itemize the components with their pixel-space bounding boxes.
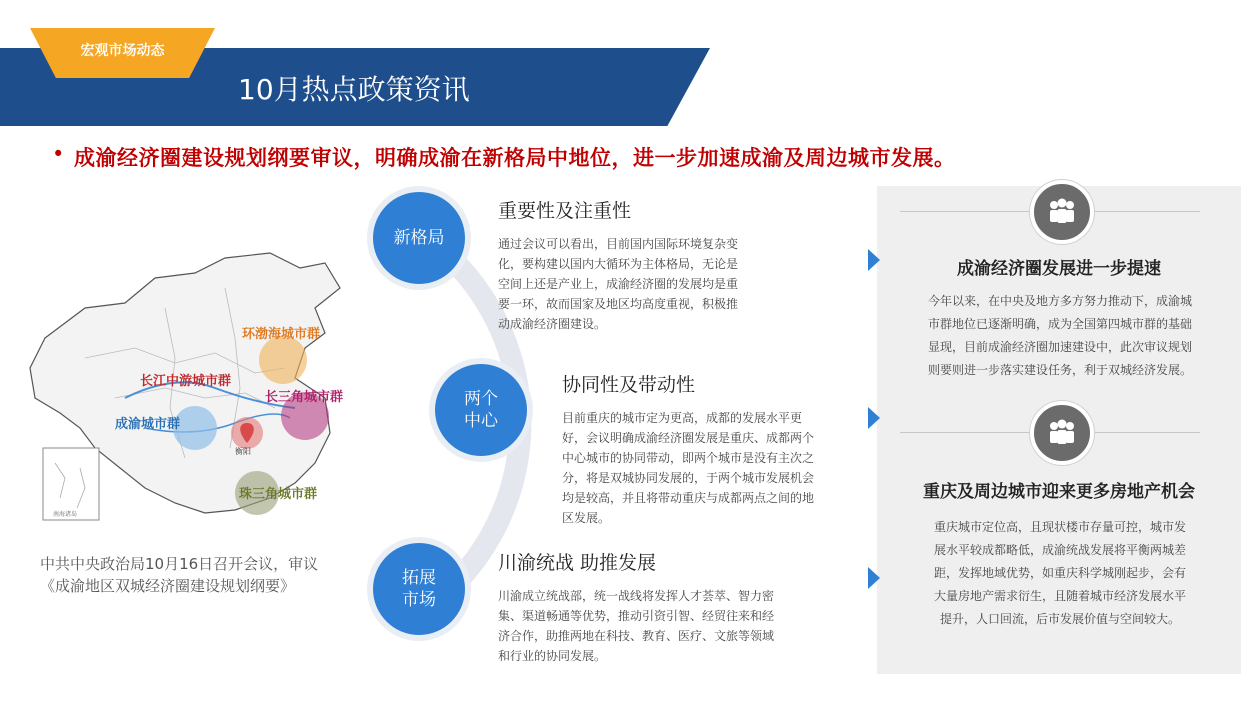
label-yangtze-delta: 长三角城市群 <box>265 390 344 405</box>
right-title-opportunity: 重庆及周边城市迎来更多房地产机会 <box>923 482 1195 502</box>
inset-box <box>43 448 99 520</box>
inset-label: 南海诸岛 <box>53 511 78 518</box>
circle-expand-market: 拓展 市场 <box>373 543 465 635</box>
circle-two-centers: 两个 中心 <box>435 364 527 456</box>
circle-new-pattern: 新格局 <box>373 192 465 284</box>
people-icon <box>1030 180 1094 244</box>
pin-label: 衡阳 <box>235 447 251 456</box>
label-bohai: 环渤海城市群 <box>242 327 321 342</box>
page-title: 10月热点政策资讯 <box>238 73 470 106</box>
people-icon <box>1030 401 1094 465</box>
right-title-speedup: 成渝经济圈发展进一步提速 <box>957 259 1161 279</box>
map-caption <box>40 553 380 597</box>
right-body-opportunity: 重庆城市定位高，且现状楼市存量可控，城市发展水平较成都略低，成渝统战发展将平衡两城差距，发挥地域优势，如重庆科学城刚起步，会有大量房地产需求衍生，且随着城市经济发展水平提升，人口回流，后市发展价值与空间较大。 <box>933 520 1186 626</box>
caption-line-1: 中共中央政治局10月16日召开会议，审议 <box>40 555 319 573</box>
headline: 成渝经济圈建设规划纲要审议，明确成渝在新格局中地位，进一步加速成渝及周边城市发展。 <box>74 146 956 170</box>
section-title-importance: 重要性及注重性 <box>498 200 632 222</box>
section-body-importance: 通过会议可以看出，目前国内国际环境复杂变化，要构建以国内大循环为主体格局，无论是空间上还是产业上，成渝经济圈的发展均是重要一环，故而国家及地区均高度重视，积极推动成渝经济圈建设。 <box>498 237 739 331</box>
bullet-icon: • <box>52 142 65 166</box>
china-map <box>25 248 355 526</box>
arrow-right-icon <box>868 567 880 589</box>
section-tag-label: 宏观市场动态 <box>80 43 165 59</box>
section-body-united-front: 川渝成立统战部，统一战线将发挥人才荟萃、智力密集、渠道畅通等优势，推动引资引智、经贸往来和经济合作，助推两地在科技、教育、医疗、文旅等领域和行业的协同发展。 <box>498 589 775 663</box>
section-body-synergy: 目前重庆的城市定为更高，成都的发展水平更好，会议明确成渝经济圈发展是重庆、成都两个中心城市的协同带动，即两个城市是没有主次之分，将是双城协同发展的，于两个城市发展机会均是较高，并且将带动重庆与成都两点之间的地区发展。 <box>562 411 815 525</box>
caption-line-2: 《成渝地区双城经济圈建设规划纲要》 <box>40 577 296 595</box>
section-title-synergy: 协同性及带动性 <box>562 374 696 396</box>
label-mid-yangtze: 长江中游城市群 <box>140 374 232 389</box>
cluster-bohai <box>259 336 307 384</box>
section-title-united-front: 川渝统战 助推发展 <box>498 552 657 574</box>
label-chengyu: 成渝城市群 <box>115 417 181 432</box>
arrow-right-icon <box>868 407 880 429</box>
label-prd: 珠三角城市群 <box>239 487 318 502</box>
right-body-speedup: 今年以来，在中央及地方多方努力推动下，成渝城市群地位已逐渐明确，成为全国第四城市群的基础显现，目前成渝经济圈加速建设中，此次审议规划则要则进一步落实建设任务，利于双城经济发展。 <box>927 294 1192 377</box>
